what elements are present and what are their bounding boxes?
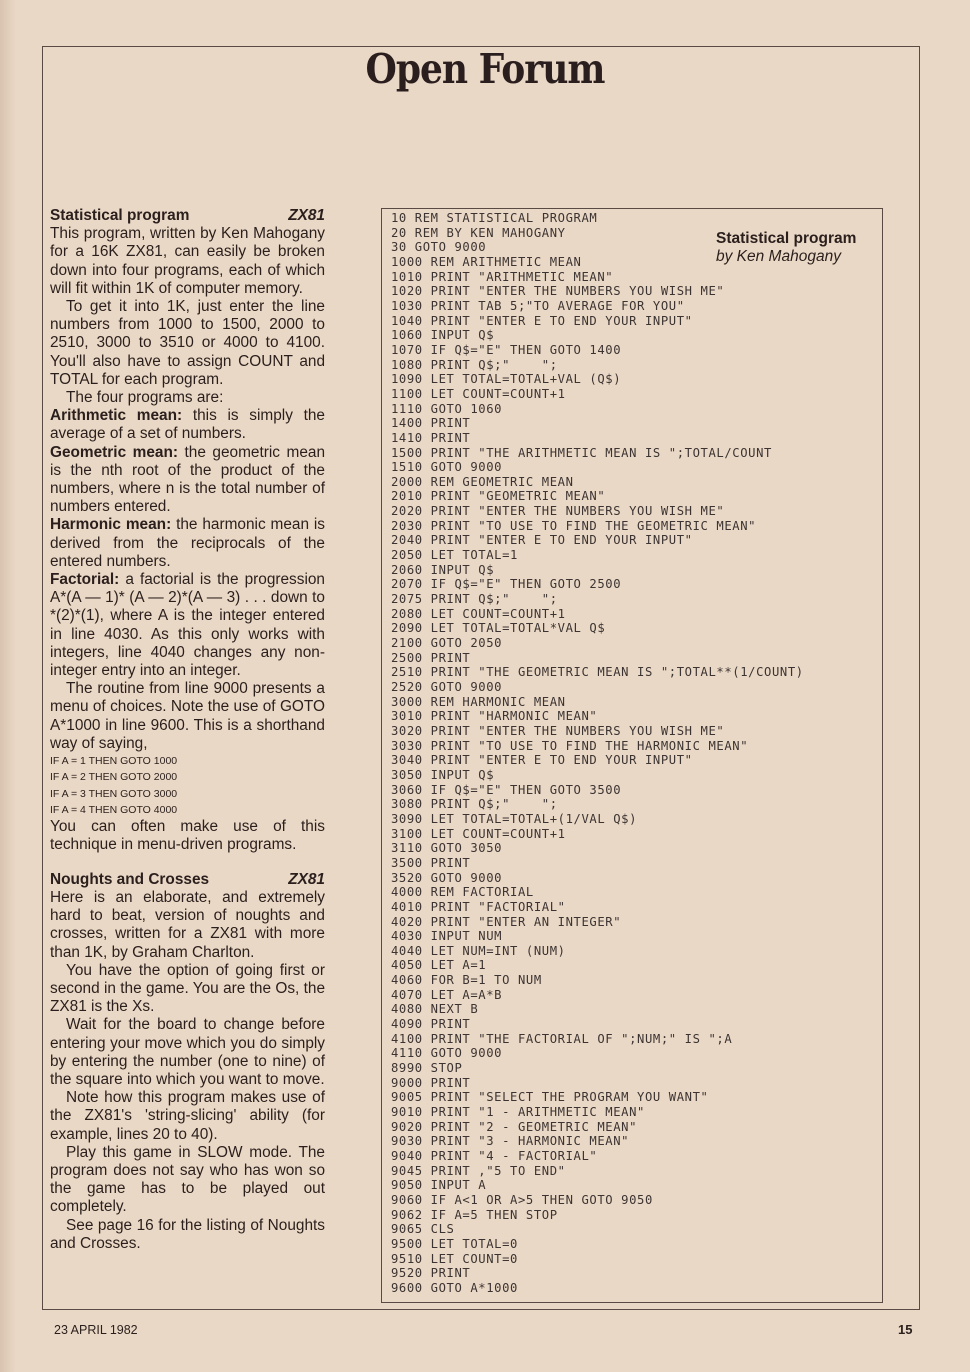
listing-line: 2100 GOTO 2050 [391,636,503,651]
article-title: Statistical program [50,207,190,224]
listing-line: 3020 PRINT "ENTER THE NUMBERS YOU WISH ME" [391,723,725,738]
platform-tag: ZX81 [288,207,325,224]
code-line: IF A = 1 THEN GOTO 1000 [50,755,178,768]
paragraph: Note how this program makes use of the ZX81's 'string-slicing' ability (for example, lines 20 to 40). [50,1089,325,1143]
listing-line: 9040 PRINT "4 - FACTORIAL" [391,1149,598,1163]
listing-line: 4100 PRINT "THE FACTORIAL OF ";NUM;" IS ";A [391,1031,733,1046]
listing-line: 9600 GOTO A*1000 [391,1280,518,1295]
listing-line: 1510 GOTO 9000 [391,460,503,475]
listing-line: 9062 IF A=5 THEN STOP [391,1207,558,1222]
listing-line: 1500 PRINT "THE ARITHMETIC MEAN IS ";TOTAL/COUNT [391,445,772,460]
listing-line: 9030 PRINT "3 - HARMONIC MEAN" [391,1134,630,1149]
listing-line: 4090 PRINT [391,1017,471,1032]
term: Factorial: [50,571,120,589]
definition-arithmetic [50,407,325,443]
listing-line: 3110 GOTO 3050 [391,841,503,856]
listing-line: 9005 PRINT "SELECT THE PROGRAM YOU WANT" [391,1090,709,1105]
listing-line: 4020 PRINT "ENTER AN INTEGER" [391,914,622,929]
paragraph: Here is an elaborate, and extremely hard to beat, version of noughts and crosses, written for a ZX81 with more than 1K, by Graham Charlton. [50,888,325,961]
issue-date: 23 APRIL 1982 [54,1323,138,1337]
listing-line: 30 GOTO 9000 [391,240,487,255]
listing-line: 2010 PRINT "GEOMETRIC MEAN" [391,489,606,504]
listing-caption [716,230,856,266]
listing-line: 3060 IF Q$="E" THEN GOTO 3500 [391,782,622,797]
listing-line: 9500 LET TOTAL=0 [391,1236,518,1251]
listing-line: 4110 GOTO 9000 [391,1046,503,1061]
listing-line: 3100 LET COUNT=COUNT+1 [391,826,566,841]
definition-text: a factorial is the progression A*(A — 1)* (A — 2)*(A — 3) . . . down to *(2)*(1), where A is the integer entered in line 4030. As this only works with integers, line 4040 changes any non-integer entry into an integer. [50,571,325,680]
listing-line: 4050 LET A=1 [391,958,487,973]
listing-line: 9510 LET COUNT=0 [391,1251,518,1266]
listing-line: 1080 PRINT Q$;" "; [391,357,558,372]
listing-line: 3010 PRINT "HARMONIC MEAN" [391,709,598,724]
code-line: IF A = 4 THEN GOTO 4000 [50,803,178,816]
listing-line: 1010 PRINT "ARITHMETIC MEAN" [391,269,614,284]
page-gutter [0,0,16,1372]
paragraph: See page 16 for the listing of Noughts and Crosses. [50,1216,325,1252]
code-example [50,753,325,818]
listing-line: 9045 PRINT ,"5 TO END" [391,1163,566,1178]
listing-line: 1400 PRINT [391,416,471,431]
listing-line: 2060 INPUT Q$ [391,562,495,577]
listing-line: 2090 LET TOTAL=TOTAL*VAL Q$ [391,621,606,636]
listing-line: 2510 PRINT "THE GEOMETRIC MEAN IS ";TOTAL**(1/COUNT) [391,665,804,680]
page-number: 15 [898,1322,913,1337]
listing-line: 3030 PRINT "TO USE TO FIND THE HARMONIC MEAN" [391,738,749,753]
definition-harmonic [50,516,325,571]
listing-line: 2080 LET COUNT=COUNT+1 [391,606,566,621]
code-line: IF A = 3 THEN GOTO 3000 [50,787,178,800]
listing-line: 2050 LET TOTAL=1 [391,548,518,563]
listing-line: 9060 IF A<1 OR A>5 THEN GOTO 9050 [391,1192,653,1207]
listing-line: 4030 INPUT NUM [391,929,503,944]
listing-line: 2040 PRINT "ENTER E TO END YOUR INPUT" [391,533,693,548]
page-title: Open Forum [365,44,605,94]
caption-title: Statistical program [716,230,857,247]
term: Arithmetic mean: [50,407,183,425]
paragraph: The four programs are: [66,389,224,407]
definition-text: the harmonic mean is derived from the reciprocals of the entered numbers. [50,516,326,570]
listing-line: 1020 PRINT "ENTER THE NUMBERS YOU WISH ME" [391,284,725,299]
paragraph: You can often make use of this technique in menu-driven programs. [50,818,325,854]
listing-line: 2000 REM GEOMETRIC MEAN [391,474,574,489]
listing-line: 1090 LET TOTAL=TOTAL+VAL (Q$) [391,372,622,387]
listing-line: 1000 REM ARITHMETIC MEAN [391,254,582,269]
definition-text: this is simply the average of a set of numbers. [50,407,325,443]
caption-byline: by Ken Mahogany [716,248,841,265]
listing-line: 4060 FOR B=1 TO NUM [391,973,542,988]
listing-line: 9020 PRINT "2 - GEOMETRIC MEAN" [391,1119,638,1134]
listing-line: 1100 LET COUNT=COUNT+1 [391,386,566,401]
listing-line: 2020 PRINT "ENTER THE NUMBERS YOU WISH ME" [391,504,725,519]
paragraph: This program, written by Ken Mahogany for a 16K ZX81, can easily be broken down into four programs, each of which will fit within 1K of computer memory. [50,225,325,297]
paragraph: To get it into 1K, just enter the line numbers from 1000 to 1500, 2000 to 2510, 3000 to 3510 or 4000 to 4100. You'll also have to assign COUNT and TOTAL for each program. [50,298,325,388]
code-line: IF A = 2 THEN GOTO 2000 [50,771,178,784]
listing-line: 9050 INPUT A [391,1178,487,1193]
listing-line: 2520 GOTO 9000 [391,680,503,694]
listing-line: 4000 REM FACTORIAL [391,885,534,900]
listing-line: 1060 INPUT Q$ [391,328,495,343]
listing-line: 1070 IF Q$="E" THEN GOTO 1400 [391,342,622,357]
listing-line: 2070 IF Q$="E" THEN GOTO 2500 [391,577,622,592]
listing-line: 4040 LET NUM=INT (NUM) [391,943,566,958]
listing-line: 3520 GOTO 9000 [391,870,503,885]
program-listing [391,211,804,1296]
platform-tag: ZX81 [288,870,325,888]
definition-geometric [50,444,325,517]
listing-line: 20 REM BY KEN MAHOGANY [391,225,566,240]
listing-line: 9010 PRINT "1 - ARITHMETIC MEAN" [391,1105,645,1120]
article-heading [50,207,325,225]
listing-line: 2030 PRINT "TO USE TO FIND THE GEOMETRIC MEAN" [391,518,757,533]
listing-line: 3090 LET TOTAL=TOTAL+(1/VAL Q$) [391,811,638,826]
listing-line: 4010 PRINT "FACTORIAL" [391,899,566,914]
article-title: Noughts and Crosses [50,870,210,888]
term: Geometric mean: [50,443,178,461]
term: Harmonic mean: [50,516,172,534]
listing-line: 1040 PRINT "ENTER E TO END YOUR INPUT" [391,313,693,328]
listing-line: 1110 GOTO 1060 [391,401,503,416]
listing-line: 3500 PRINT [391,855,471,870]
listing-line: 3000 REM HARMONIC MEAN [391,694,566,709]
article-heading [50,871,325,889]
listing-line: 9520 PRINT [391,1266,471,1281]
paragraph: Wait for the board to change before entering your move which you do simply by entering the number (one to nine) of the square into which you want to move. [50,1016,325,1088]
paragraph: You have the option of going first or second in the game. You are the Os, the ZX81 is the Xs. [50,961,325,1016]
listing-line: 8990 STOP [391,1061,463,1076]
listing-line: 9000 PRINT [391,1075,471,1090]
paragraph: The routine from line 9000 presents a menu of choices. Note the use of GOTO A*1000 in line 9600. This is a shorthand way of saying, [50,680,325,752]
listing-line: 2500 PRINT [391,650,471,665]
listing-line: 4080 NEXT B [391,1002,479,1017]
definition-text: the geometric mean is the nth root of the product of the numbers, where n is the total number of numbers entered. [50,443,326,516]
definition-factorial [50,571,325,680]
listing-line: 1030 PRINT TAB 5;"TO AVERAGE FOR YOU" [391,298,685,313]
left-column [50,207,325,1253]
listing-line: 3080 PRINT Q$;" "; [391,797,558,812]
listing-line: 9065 CLS [391,1222,455,1237]
listing-line: 3040 PRINT "ENTER E TO END YOUR INPUT" [391,753,693,768]
listing-line: 2075 PRINT Q$;" "; [391,592,558,607]
listing-line: 3050 INPUT Q$ [391,767,495,782]
paragraph: Play this game in SLOW mode. The program does not say who has won so the game has to be played out completely. [50,1143,325,1216]
listing-line: 4070 LET A=A*B [391,987,503,1002]
listing-line: 1410 PRINT [391,430,471,445]
listing-line: 10 REM STATISTICAL PROGRAM [391,211,598,225]
